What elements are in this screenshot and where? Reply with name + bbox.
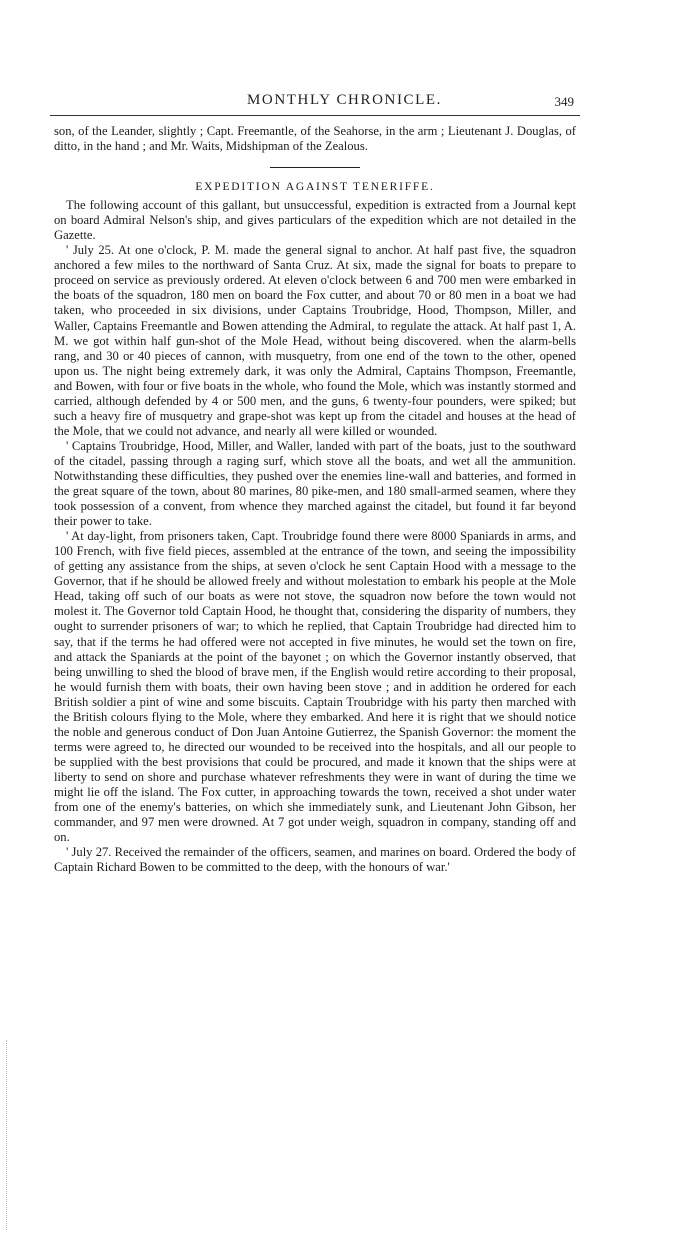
paragraph: ' Captains Troubridge, Hood, Miller, and Waller, landed with part of the boats, just to the southward of the citadel, passing through a raging surf, which stove all the boats, and wet all the ammunition. Notwithstanding these difficulties, they pushed over the enemies line-wall and batteries, and formed in the great square of the town, about 80 marines, 80 pike-men, and 180 small-armed seamen, where they took possession of a convent, from whence they marched against the citadel, but found it far beyond their power to take. xyxy=(54,438,576,529)
text-column xyxy=(54,124,576,875)
paragraph: ' July 27. Received the remainder of the officers, seamen, and marines on board. Ordered the body of Captain Richard Bowen to be committed to the deep, with the honours of war.' xyxy=(54,845,576,875)
intro-paragraph: son, of the Leander, slightly ; Capt. Freemantle, of the Seahorse, in the arm ; Lieutenant J. Douglas, of ditto, in the hand ; and Mr. Waits, Midshipman of the Zealous. xyxy=(54,124,576,154)
paragraph: ' July 25. At one o'clock, P. M. made the general signal to anchor. At half past five, the squadron anchored a few miles to the northward of Santa Cruz. At six, made the signal for boats to prepare to proceed on service as previously ordered. At eleven o'clock between 6 and 700 men were embarked in the boats of the squadron, 180 men on board the Fox cutter, and about 70 or 80 men in a boat we had taken, who proceeded in six divisions, under Captains Troubridge, Hood, Thompson, Miller, and Waller, Captains Freemantle and Bowen attending the Admiral, to regulate the attack. At half past 1, A. M. we got within half gun-shot of the Mole Head, without being discovered. when the alarm-bells rang, and 30 or 40 pieces of cannon, with musquetry, from one end of the town to the other, opened upon us. The night being extremely dark, it was only the Admiral, Captains Thompson, Freemantle, and Bowen, with four or five boats in the whole, who found the Mole, which was instantly stormed and carried, although defended by 4 or 500 men, and the guns, 6 twenty-four pounders, were spiked; but such a heavy fire of musquetry and grape-shot was kept up from the citadel and houses at the head of the Mole, that we could not advance, and nearly all were killed or wounded. xyxy=(54,243,576,438)
section-divider xyxy=(270,167,360,168)
page-number: 349 xyxy=(554,94,574,109)
running-header-title: MONTHLY CHRONICLE. xyxy=(246,92,443,108)
margin-scan-marks xyxy=(6,1040,9,1230)
paragraph: ' At day-light, from prisoners taken, Capt. Troubridge found there were 8000 Spaniards in arms, and 100 French, with five field pieces, assembled at the entrance of the town, and seeing the impossibility of getting any assistance from the ships, at seven o'clock he sent Captain Hood with a message to the Governor, that if he should be allowed freely and without molestation to embark his people at the Mole Head, taking off such of our boats as were not stove, the squadron now before the town would not molest it. The Governor told Captain Hood, he thought that, considering the disparity of numbers, they ought to surrender prisoners of war; to which he replied, that Captain Troubridge had directed him to say, that if the terms he had offered were not accepted in five minutes, he would set the town on fire, and attack the Spaniards at the point of the bayonet ; on which the Governor instantly observed, that being unwilling to shed the blood of brave men, if the English would retire according to their proposal, he would furnish them with boats, their own having been stove ; and in addition he ordered for each British soldier a pint of wine and some biscuits. Captain Troubridge with his party then marched with the British colours flying to the Mole, where they embarked. And here it is right that we should notice the noble and generous conduct of Don Juan Antoine Gutierrez, the Spanish Governor: the moment the terms were agreed to, he directed our wounded to be received into the hospitals, and all our people to be supplied with the best provisions that could be procured, and made it known that the ships were at liberty to send on shore and purchase whatever refreshments they were in want of during the time we might lie off the island. The Fox cutter, in approaching towards the town, received a shot under water from one of the enemy's batteries, on which she immediately sunk, and Lieutenant John Gibson, her commander, and 97 men were drowned. At 7 got under weigh, squadron in company, standing off and on. xyxy=(54,529,576,845)
section-title: EXPEDITION AGAINST TENERIFFE. xyxy=(195,181,435,194)
header-rule xyxy=(50,115,580,116)
paragraph: The following account of this gallant, but unsuccessful, expedition is extracted from a Journal kept on board Admiral Nelson's ship, and gives particulars of the expedition which are not detailed in the Gazette. xyxy=(54,198,576,243)
